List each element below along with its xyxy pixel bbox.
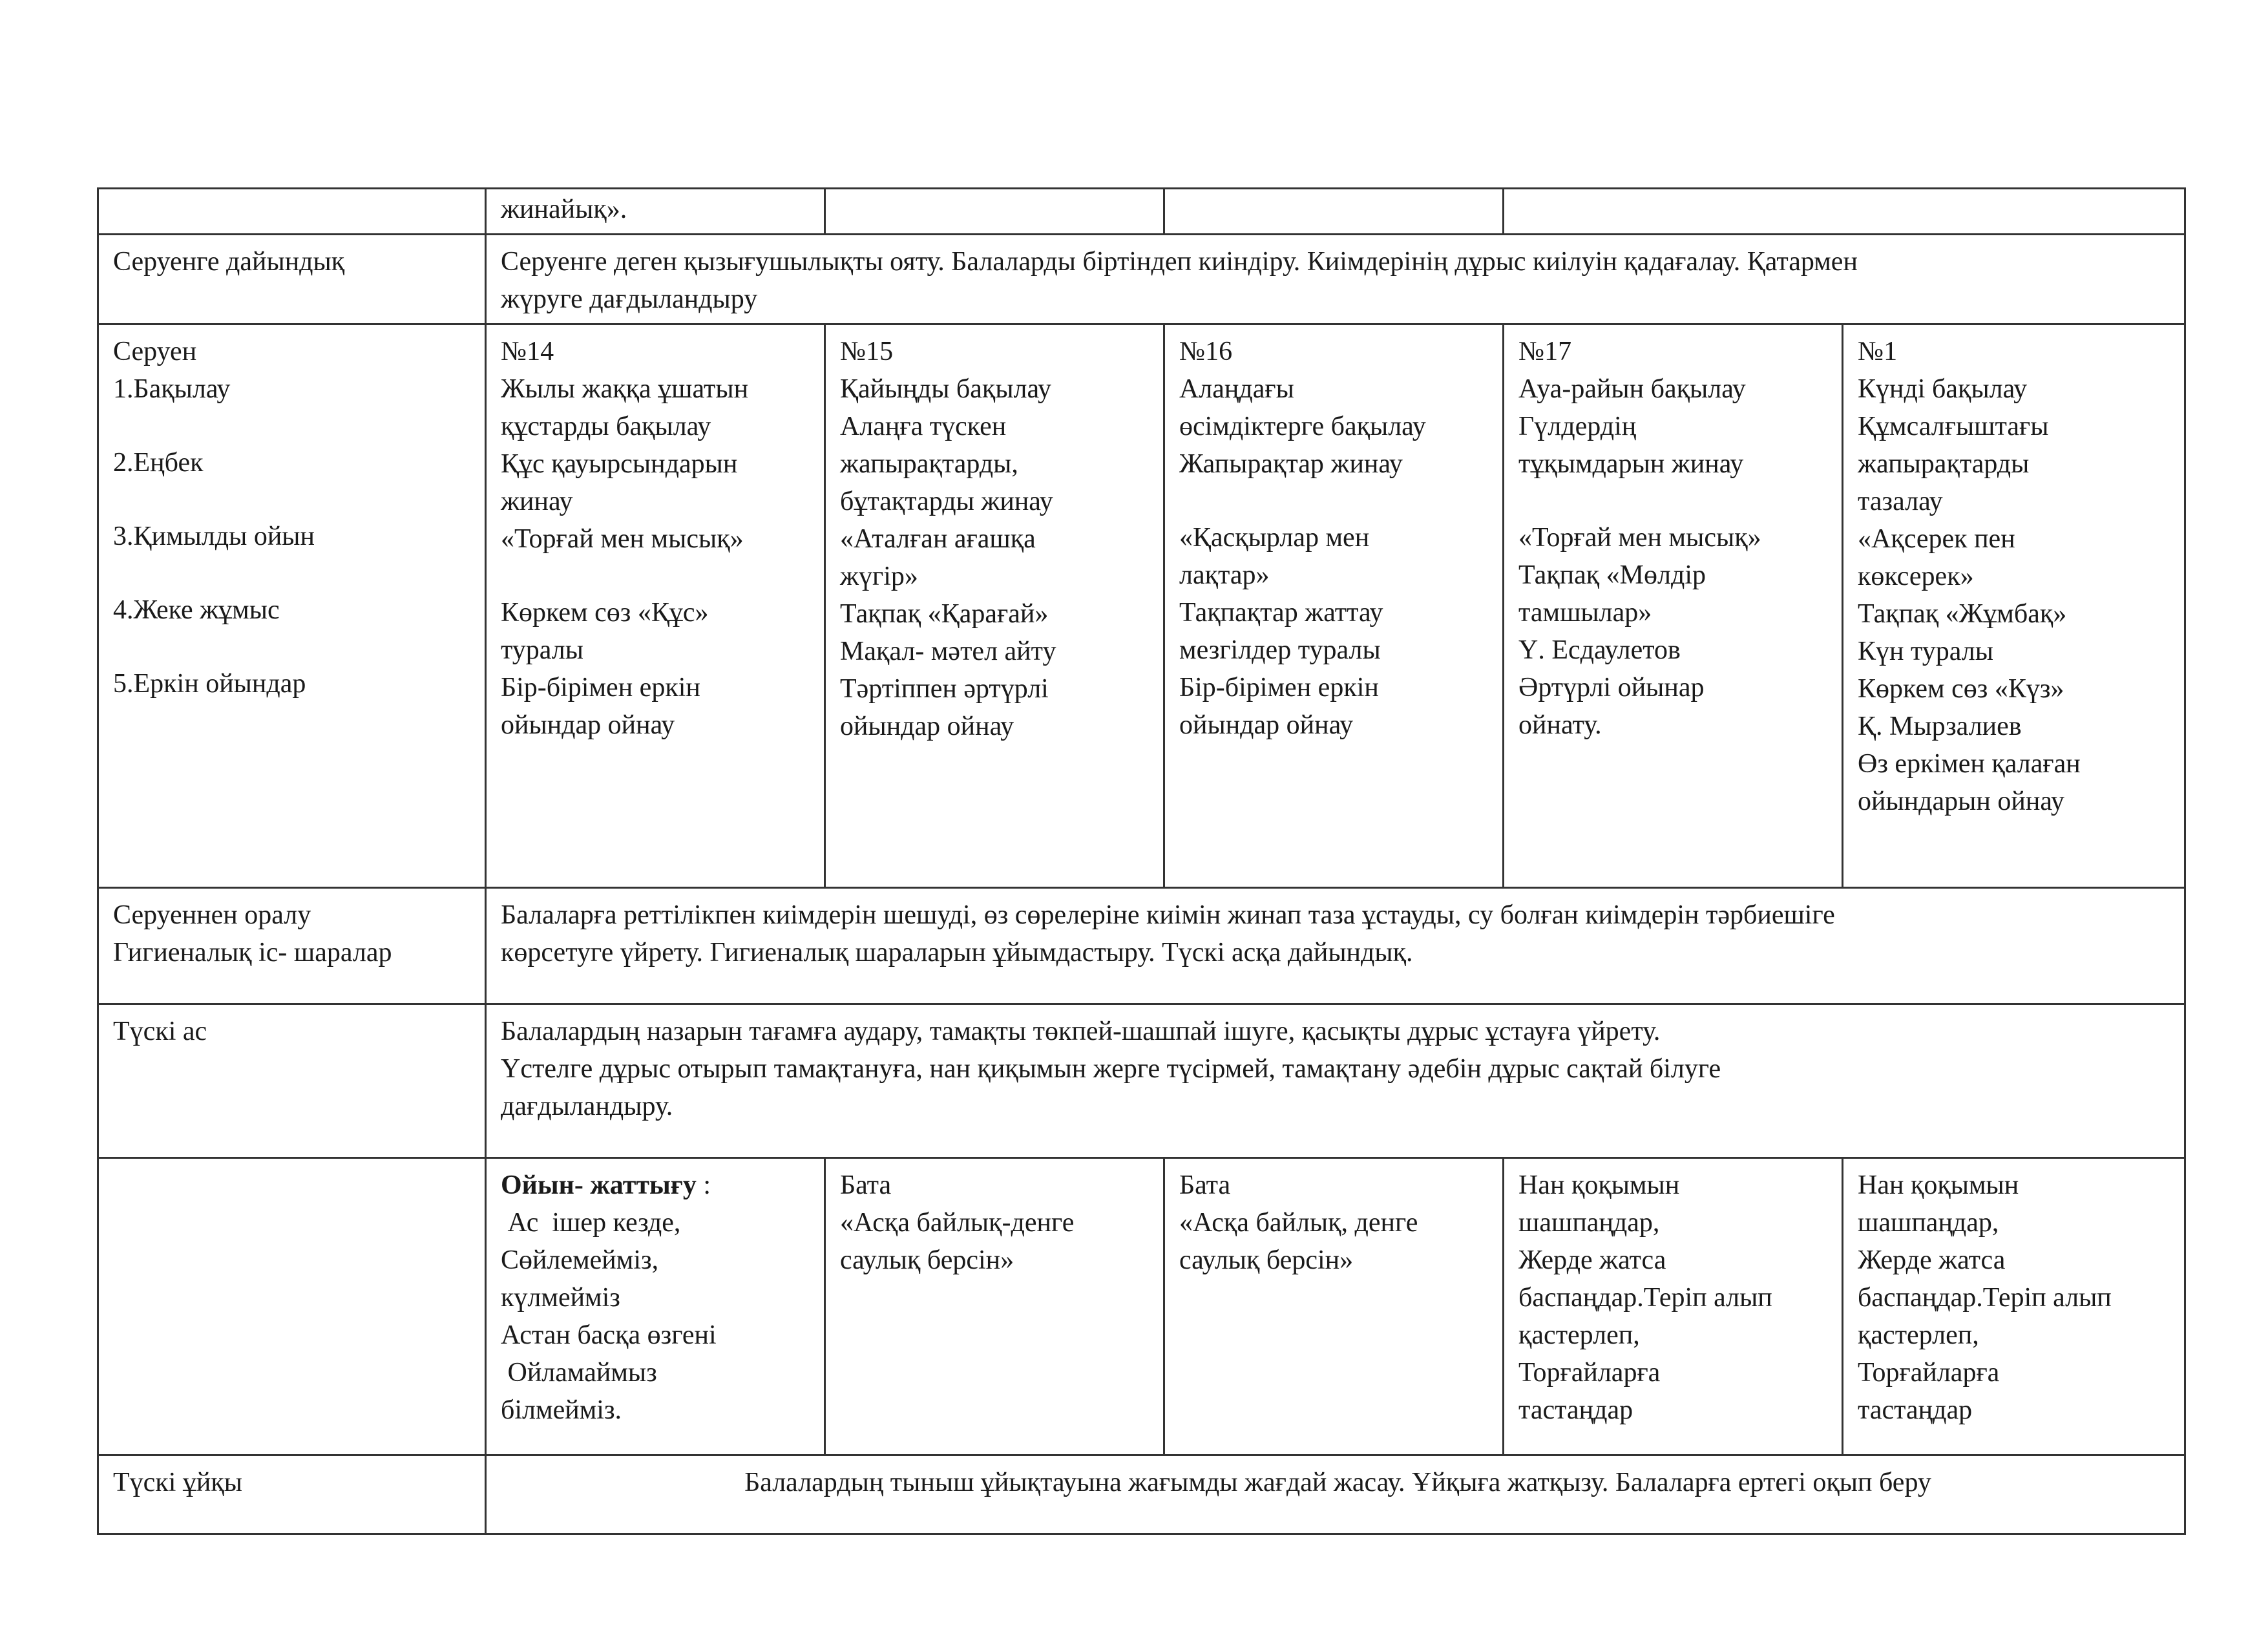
text-line: ойындар ойнау <box>840 712 1014 741</box>
text-line: Құмсалғыштағы <box>1858 412 2049 441</box>
text-line: Әртүрлі ойынар <box>1518 673 1705 703</box>
text-line: саулық берсін» <box>840 1245 1014 1275</box>
text-line: Өз еркімен қалаған <box>1858 749 2081 779</box>
text-line: Нан қоқымын <box>1518 1170 1680 1200</box>
text-line: лақтар» <box>1179 560 1270 590</box>
walk-number: №14 <box>501 337 554 366</box>
text-line: Астан басқа өзгені <box>501 1320 717 1350</box>
label-line: 3.Қимылды ойын <box>113 522 315 551</box>
text-line: Ас ішер кезде, <box>501 1208 681 1238</box>
text-line: Тақпақтар жаттау <box>1179 598 1383 628</box>
text-line: ойындарын ойнау <box>1858 787 2064 816</box>
text-line: Көркем сөз «Күз» <box>1858 674 2064 704</box>
text-line: шашпаңдар, <box>1858 1208 1999 1238</box>
games-day-1 <box>486 1158 825 1455</box>
return-label <box>98 888 486 1004</box>
text-line: шашпаңдар, <box>1518 1208 1660 1238</box>
walk-preparation-label: Серуенге дайындық <box>98 235 486 324</box>
game-heading-suffix: : <box>696 1170 711 1200</box>
text-line: Қайыңды бақылау <box>840 374 1052 404</box>
text-line: Жапырақтар жинау <box>1179 449 1403 479</box>
daily-plan-table <box>97 187 2186 1535</box>
text-line: Көркем сөз «Құс» <box>501 598 709 628</box>
text-line: мезгілдер туралы <box>1179 635 1381 665</box>
text-line: Торғайларға <box>1518 1358 1661 1388</box>
walk-number: №16 <box>1179 337 1233 366</box>
text-line: Құс қауырсындарын <box>501 449 738 479</box>
label-line: Гигиеналық іс- шаралар <box>113 938 392 967</box>
text-line: Бір-бірімен еркін <box>1179 673 1379 703</box>
lunch-row <box>98 1004 2185 1158</box>
walk-number: №1 <box>1858 337 1898 366</box>
return-text <box>486 888 2185 1004</box>
text-line: тазалау <box>1858 487 1943 516</box>
continuation-cell-2 <box>825 189 1164 235</box>
text-line: баспаңдар.Теріп алып <box>1858 1283 2112 1313</box>
walk-row <box>98 324 2185 888</box>
text-line: жүгір» <box>840 562 918 591</box>
text-line: Алаңдағы <box>1179 374 1294 404</box>
text-line: Күнді бақылау <box>1858 374 2028 404</box>
text-line: ойнату. <box>1518 710 1602 740</box>
walk-number: №17 <box>1518 337 1572 366</box>
text-line: Ойламаймыз <box>501 1358 657 1388</box>
text-line: Қ. Мырзалиев <box>1858 712 2022 741</box>
spacer <box>113 481 476 518</box>
text-line: Үстелге дұрыс отырып тамақтануға, нан қиқымын жерге түсірмей, тамақтану әдебін дұрыс сақтай білуге <box>501 1054 1721 1084</box>
spacer <box>113 555 476 591</box>
text-line: тастаңдар <box>1518 1395 1633 1425</box>
spacer <box>501 558 815 594</box>
walk-number: №15 <box>840 337 894 366</box>
game-heading: Ойын- жаттығу <box>501 1170 697 1200</box>
text-line: жинау <box>501 487 573 516</box>
lunch-label: Түскі ас <box>98 1004 486 1158</box>
text-line: Тақпақ «Мөлдір <box>1518 560 1706 590</box>
text-line: «Торғай мен мысық» <box>1518 523 1761 553</box>
label-line: 2.Еңбек <box>113 448 204 478</box>
continuation-row <box>98 189 2185 235</box>
text-line: тұқымдарын жинау <box>1518 449 1744 479</box>
walk-day-1 <box>486 324 825 888</box>
text-line: Тәртіппен әртүрлі <box>840 674 1049 704</box>
text-line: жүруге дағдыландыру <box>501 284 758 314</box>
row-label <box>98 189 486 235</box>
text-line: Күн туралы <box>1858 637 1993 666</box>
text-line: Ү. Есдаулетов <box>1518 635 1681 665</box>
text-line <box>501 1167 815 1204</box>
text-line: Бір-бірімен еркін <box>501 673 700 703</box>
text-line: саулық берсін» <box>1179 1245 1354 1275</box>
walk-day-4 <box>1504 324 1843 888</box>
games-day-3 <box>1164 1158 1504 1455</box>
text-line: Нан қоқымын <box>1858 1170 2019 1200</box>
walk-preparation-row <box>98 235 2185 324</box>
label-line: Серуеннен оралу <box>113 900 311 930</box>
text-line: қастерлеп, <box>1858 1320 1979 1350</box>
text-line: Жылы жаққа ұшатын <box>501 374 749 404</box>
text-line: Бата <box>840 1170 892 1200</box>
text-line: «Асқа байлық, денге <box>1179 1208 1418 1238</box>
text-line: Жерде жатса <box>1858 1245 2006 1275</box>
text-line: баспаңдар.Теріп алып <box>1518 1283 1772 1313</box>
games-day-4 <box>1504 1158 1843 1455</box>
text-line: «Аталған ағашқа <box>840 524 1036 554</box>
label-line: 4.Жеке жұмыс <box>113 595 280 625</box>
nap-row <box>98 1455 2185 1534</box>
text-line: тамшылар» <box>1518 598 1652 628</box>
spacer <box>113 408 476 444</box>
text-line: ойындар ойнау <box>1179 710 1354 740</box>
text-line: Жерде жатса <box>1518 1245 1666 1275</box>
text-line: білмейміз. <box>501 1395 622 1425</box>
text-line: күлмейміз <box>501 1283 620 1313</box>
games-label <box>98 1158 486 1455</box>
text-line: ойындар ойнау <box>501 710 675 740</box>
text-line: Торғайларға <box>1858 1358 2000 1388</box>
text-line: Балаларға реттілікпен киімдерін шешуді, өз сөрелеріне киімін жинап таза ұстауды, су болған киімдерін тәрбиешіге <box>501 900 1835 930</box>
continuation-cell-4 <box>1504 189 2185 235</box>
text-line: құстарды бақылау <box>501 412 711 441</box>
text-line: «Асқа байлық-денге <box>840 1208 1075 1238</box>
nap-text: Балалардың тыныш ұйықтауына жағымды жағдай жасау. Ұйқыға жатқызу. Балаларға ертегі оқып беру <box>486 1455 2185 1534</box>
walk-day-3 <box>1164 324 1504 888</box>
return-row <box>98 888 2185 1004</box>
label-line: 5.Еркін ойындар <box>113 669 306 699</box>
text-line: көрсетуге үйрету. Гигиеналық шараларын ұйымдастыру. Түскі асқа дайындық. <box>501 938 1413 967</box>
text-line: туралы <box>501 635 583 665</box>
text-line: Мақал- мәтел айту <box>840 637 1056 666</box>
walk-day-5 <box>1843 324 2185 888</box>
text-line: «Ақсерек пен <box>1858 524 2015 554</box>
spacer <box>113 629 476 665</box>
text-line: көксерек» <box>1858 562 1974 591</box>
text-line: Бата <box>1179 1170 1231 1200</box>
nap-label: Түскі ұйқы <box>98 1455 486 1534</box>
walk-day-2 <box>825 324 1164 888</box>
text-line: бұтақтарды жинау <box>840 487 1053 516</box>
continuation-cell-1: жинайық». <box>486 189 825 235</box>
text-line: дағдыландыру. <box>501 1092 673 1121</box>
text-line: Тақпақ «Қарағай» <box>840 599 1049 629</box>
text-line: Ауа-райын бақылау <box>1518 374 1746 404</box>
games-day-2 <box>825 1158 1164 1455</box>
text-line: Сөйлемейміз, <box>501 1245 659 1275</box>
walk-label <box>98 324 486 888</box>
label-line: Серуен <box>113 337 197 366</box>
text-line: тастаңдар <box>1858 1395 1973 1425</box>
continuation-cell-3 <box>1164 189 1504 235</box>
text-line: Гүлдердің <box>1518 412 1637 441</box>
lunch-text <box>486 1004 2185 1158</box>
text-line: өсімдіктерге бақылау <box>1179 412 1426 441</box>
text-line: «Торғай мен мысық» <box>501 524 744 554</box>
text-line: жапырақтарды, <box>840 449 1018 479</box>
games-day-5 <box>1843 1158 2185 1455</box>
text-line: «Қасқырлар мен <box>1179 523 1370 553</box>
spacer <box>1518 483 1832 519</box>
text-line: Балалардың назарын тағамға аудару, тамақты төкпей-шашпай ішуге, қасықты дұрыс ұстауға үйрету. <box>501 1017 1661 1046</box>
spacer <box>1179 483 1493 519</box>
text-line: Тақпақ «Жұмбақ» <box>1858 599 2067 629</box>
text-line: жапырақтарды <box>1858 449 2030 479</box>
text-line: қастерлеп, <box>1518 1320 1640 1350</box>
games-row <box>98 1158 2185 1455</box>
text-line: Алаңға түскен <box>840 412 1007 441</box>
walk-preparation-text <box>486 235 2185 324</box>
text-line: Серуенге деген қызығушылықты ояту. Балаларды біртіндеп киіндіру. Киімдерінің дұрыс киілуін қадағалау. Қатармен <box>501 247 1858 277</box>
label-line: 1.Бақылау <box>113 374 231 404</box>
